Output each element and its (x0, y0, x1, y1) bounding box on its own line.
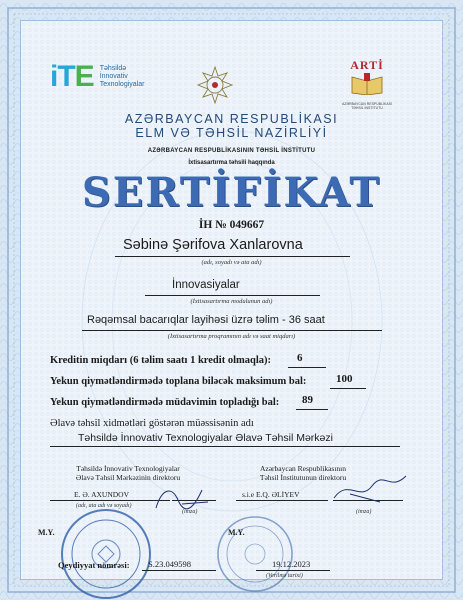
credit-label: Kreditin miqdarı (6 təlim saatı 1 kredit olmaqla): (50, 355, 271, 366)
module-underline (145, 295, 320, 296)
left-sign-caption: (imza) (182, 509, 198, 515)
credit-underline (288, 367, 326, 368)
seal-place-right: M.Y. (228, 528, 245, 537)
max-score-value: 100 (336, 373, 353, 385)
registration-underline (142, 570, 216, 571)
right-signatory-title: Azərbaycan Respublikasının Təhsil İnstitutunun direktoru (259, 464, 347, 482)
max-score-label: Yekun qiymətləndirmədə toplana biləcək maksimum bal: (50, 376, 307, 387)
issue-date: 19.12.2023 (272, 559, 311, 569)
credit-value: 6 (297, 352, 303, 364)
module-caption: (İxtisasartırma modulunun adı) (190, 298, 273, 305)
right-signature-mark (330, 472, 410, 508)
name-underline (115, 256, 350, 257)
holder-name: Səbinə Şərifova Xanlarovna (123, 237, 303, 253)
seal-place-left: M.Y. (38, 528, 55, 537)
provider-label: Əlavə təhsil xidmətləri göstərən müəssisənin adı (50, 418, 254, 429)
name-caption: (adı, soyadı və ata adı) (201, 259, 262, 266)
registration-label: Qeydiyyat nömrəsi: (58, 560, 130, 570)
arti-logo: ARTİ AZƏRBAYCAN RESPUBLİKASI TƏHSİL İNSTİTUTU (341, 58, 393, 110)
program-name: Rəqəmsal bacarıqlar layihəsi üzrə təlim - 36 saat (87, 314, 325, 326)
date-caption: (Verilmə tarixi) (266, 573, 303, 579)
provider-name: Təhsildə İnnovativ Texnologiyalar Əlavə Təhsil Mərkəzi (78, 432, 333, 444)
earned-score-value: 89 (302, 394, 313, 406)
program-underline (82, 330, 382, 331)
left-signatory-title: Təhsildə İnnovativ Texnologiyalar Əlavə Təhsil Mərkəzinin direktoru (75, 464, 181, 482)
left-signature-mark (152, 478, 212, 518)
ite-logo-text: Təhsildə İnnovativ Texnologiyalar (99, 65, 145, 88)
left-signatory-name: E. Ə. AXUNDOV (74, 490, 129, 499)
module-name: İnnovasiyalar (172, 279, 240, 291)
max-score-underline (330, 388, 366, 389)
certificate-title: SERTİFİKAT (81, 169, 382, 216)
right-name-underline (236, 500, 328, 501)
registration-value: S.23.049598 (148, 559, 191, 569)
earned-score-label: Yekun qiymətləndirmədə müdavimin topladığı bal: (50, 397, 280, 408)
date-underline (256, 570, 330, 571)
right-sign-caption: (imza) (356, 509, 372, 515)
state-emblem-icon (194, 64, 236, 106)
program-caption: (İxtisasartırma proqramının adı və saat miqdarı) (167, 333, 296, 340)
ite-logo (50, 62, 144, 92)
provider-underline (50, 446, 400, 447)
right-round-stamp (215, 514, 295, 594)
left-name-caption: (adı, ata adı və soyadı) (76, 503, 132, 509)
right-signatory-name: s.i.e E.Q. ƏLİYEV (242, 490, 300, 499)
left-round-stamp (58, 506, 154, 600)
certificate-number: İH № 049667 (198, 219, 265, 231)
earned-score-underline (296, 409, 328, 410)
institute-heading: AZƏRBAYCAN RESPUBLİKASININ TƏHSİL İNSTİTUTU (147, 148, 316, 154)
ite-mark: iTE (50, 60, 94, 93)
certificate-subject: İxtisasartırma təhsili haqqında (188, 160, 275, 166)
book-icon (350, 73, 384, 95)
republic-heading: AZƏRBAYCAN RESPUBLİKASI (124, 112, 339, 126)
ministry-heading: ELM VƏ TƏHSİL NAZİRLİYİ (135, 126, 328, 140)
